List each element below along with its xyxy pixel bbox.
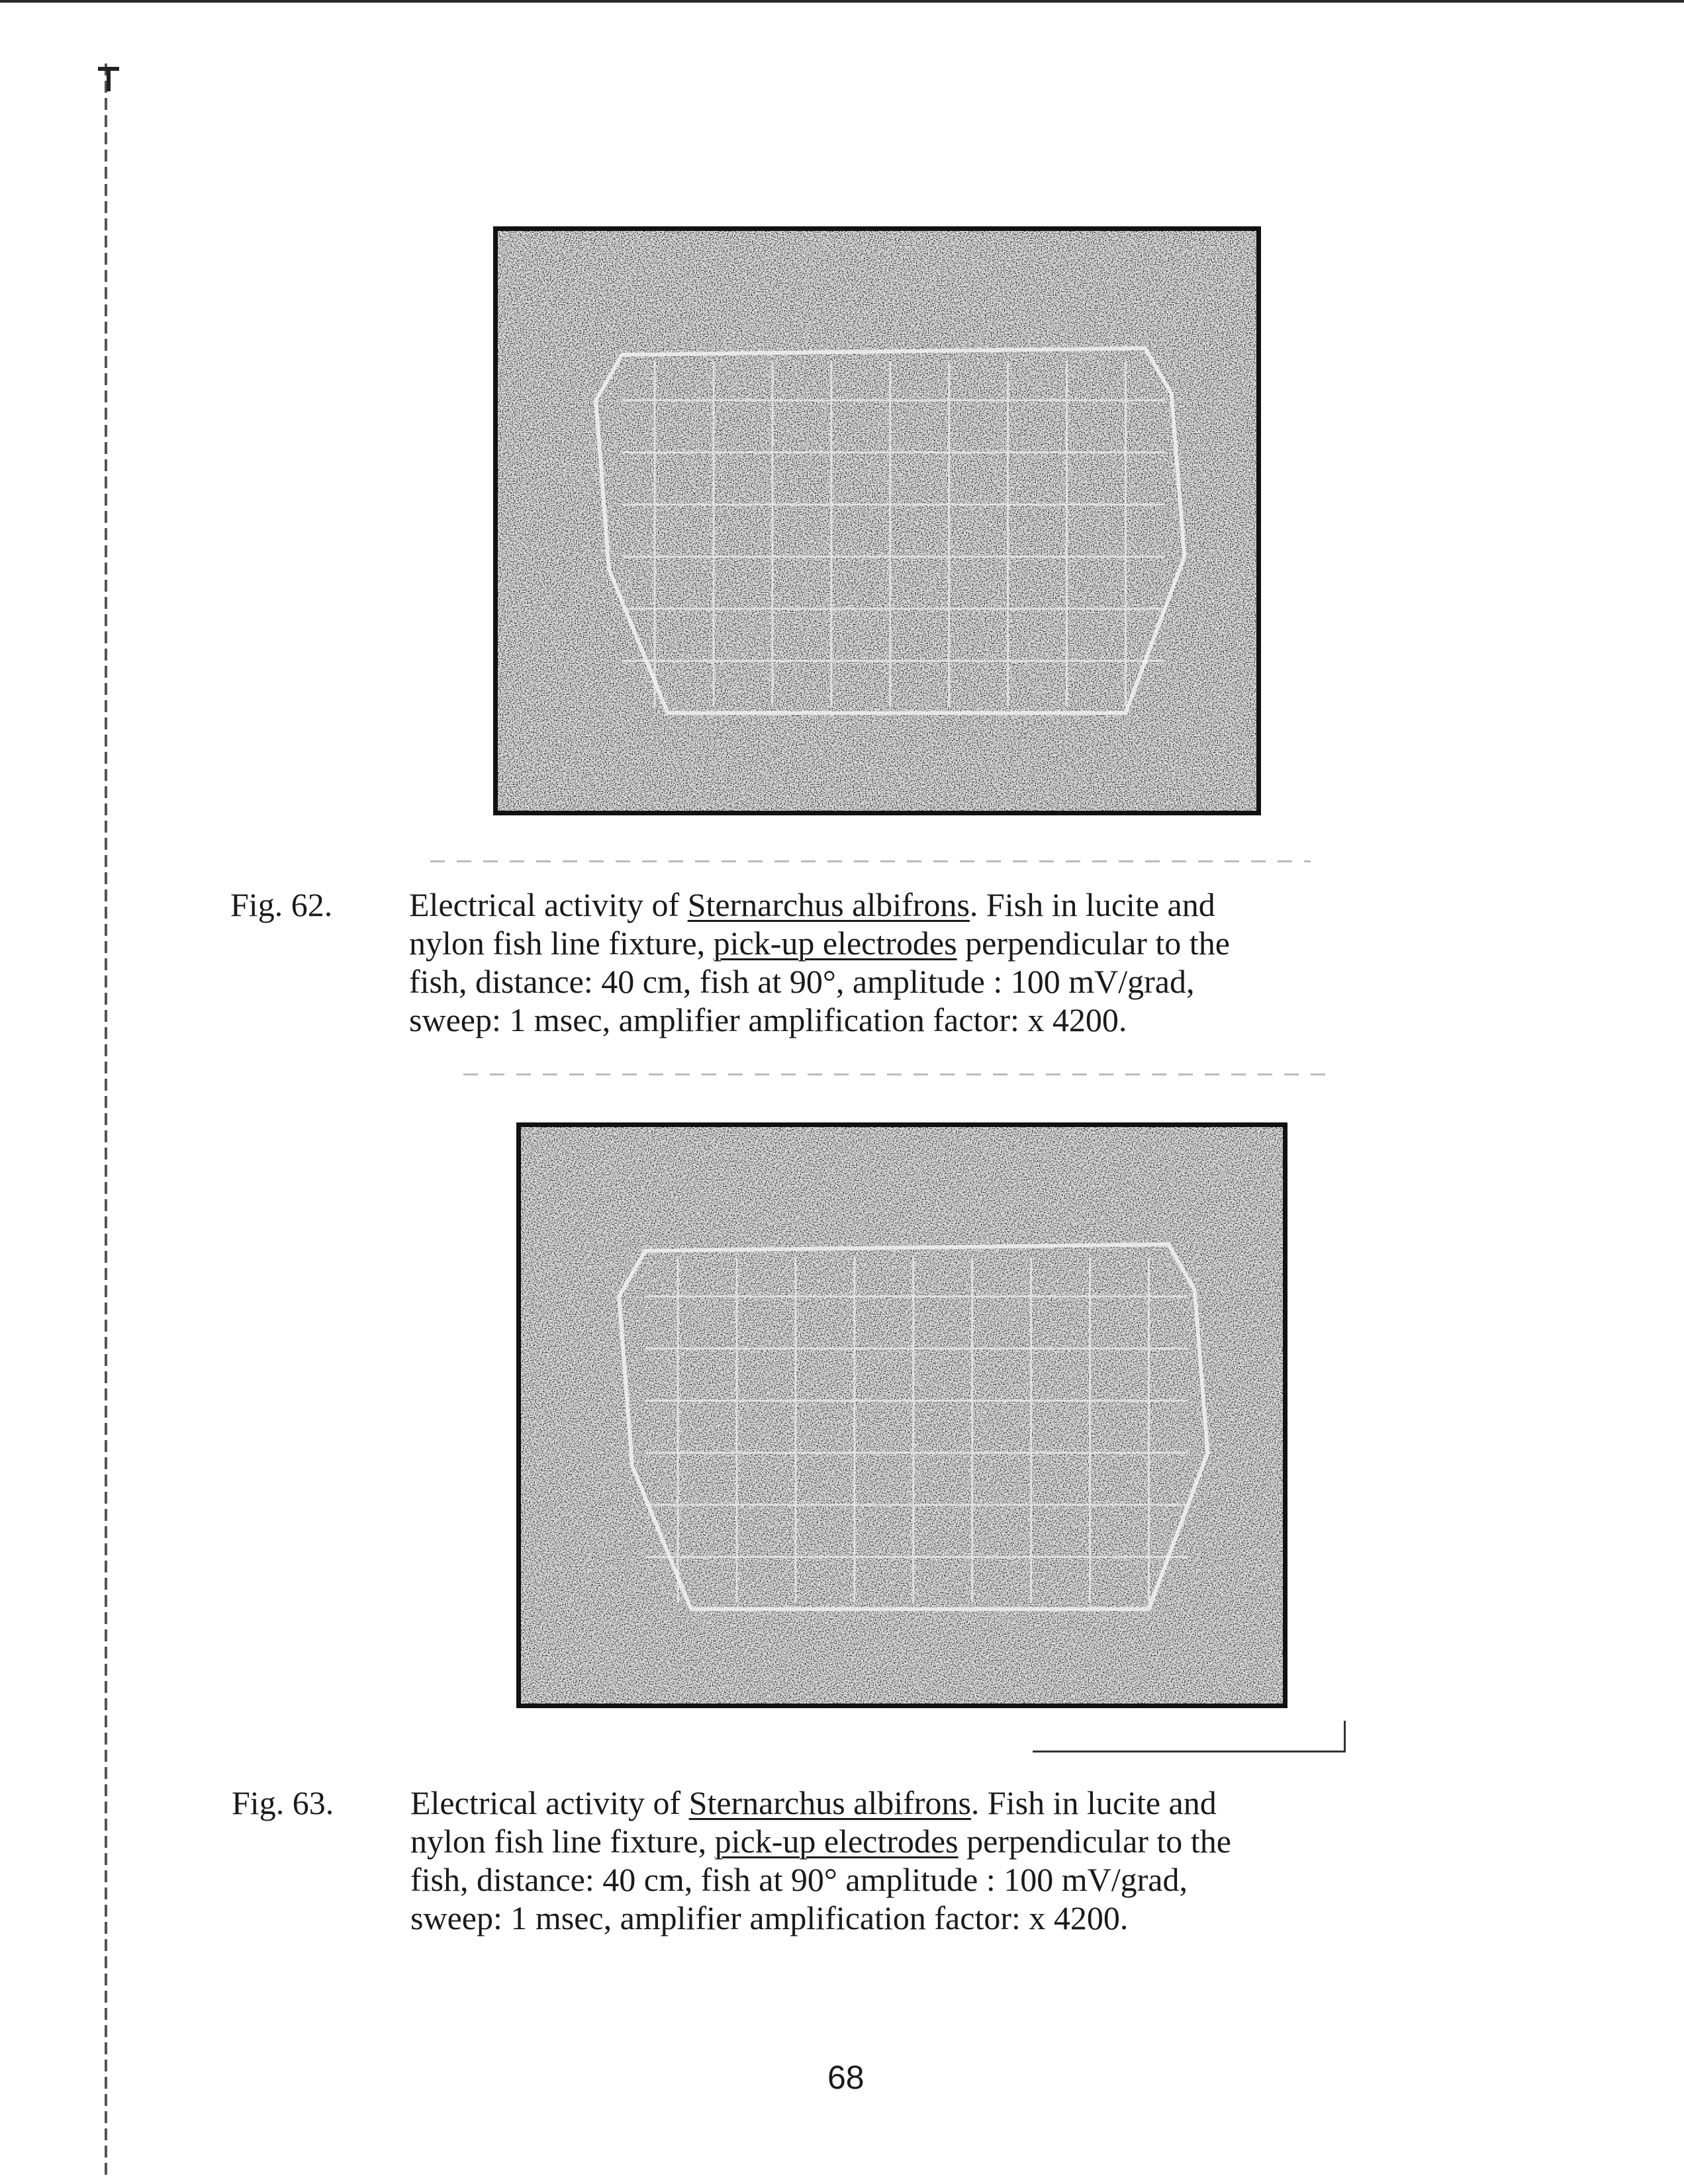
oscilloscope-photo-fig-62 <box>493 226 1261 815</box>
caption-text <box>410 1784 1522 1937</box>
scan-margin-line <box>105 64 107 2175</box>
caption-line: sweep: 1 msec, amplifier amplification factor: x 4200. <box>409 1001 1127 1038</box>
scan-dashes <box>1033 1751 1344 1752</box>
oscilloscope-photo-fig-63 <box>516 1122 1287 1708</box>
caption-line: nylon fish line fixture, pick-up electrodes perpendicular to the <box>409 925 1230 962</box>
scan-edge <box>0 0 1684 3</box>
caption-line: fish, distance: 40 cm, fish at 90°, amplitude : 100 mV/grad, <box>409 963 1195 1000</box>
figure-label: Fig. 62. <box>230 886 333 923</box>
caption-line: sweep: 1 msec, amplifier amplification factor: x 4200. <box>410 1899 1129 1936</box>
scan-bracket <box>1344 1721 1346 1752</box>
page-number: 68 <box>827 2059 865 2096</box>
caption-line: nylon fish line fixture, pick-up electrodes perpendicular to the <box>410 1823 1231 1860</box>
scan-dashes <box>430 860 1311 862</box>
corner-mark-icon <box>97 66 120 93</box>
caption-line: Electrical activity of Sternarchus albifrons. Fish in lucite and <box>410 1784 1217 1821</box>
caption-line: fish, distance: 40 cm, fish at 90° amplitude : 100 mV/grad, <box>410 1861 1188 1898</box>
caption-text <box>409 886 1521 1039</box>
figure-label: Fig. 63. <box>232 1784 334 1821</box>
scan-dashes <box>463 1073 1337 1075</box>
caption-line: Electrical activity of Sternarchus albifrons. Fish in lucite and <box>409 886 1215 923</box>
